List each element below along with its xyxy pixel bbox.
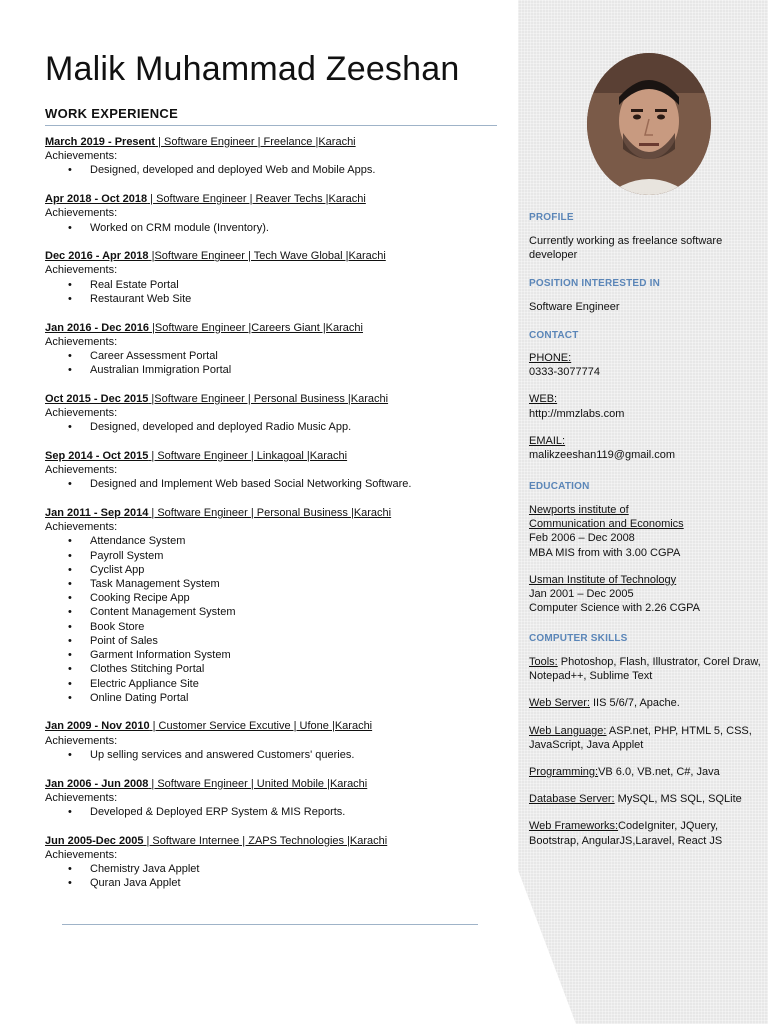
skill-label: Web Server:	[529, 697, 590, 710]
job-entry	[45, 392, 505, 435]
edu-school-line1: Newports institute of	[529, 504, 629, 516]
achievement-item: • Book Store	[90, 620, 505, 634]
skill-label: Database Server:	[529, 793, 615, 806]
job-detail: | Software Engineer | United Mobile |Karachi	[148, 777, 368, 790]
skill-value: MySQL, MS SQL, SQLite	[614, 793, 742, 806]
achievement-item: • Point of Sales	[90, 634, 505, 648]
achievement-item: • Australian Immigration Portal	[90, 363, 505, 377]
skill-value: IIS 5/6/7, Apache.	[589, 697, 680, 710]
achievement-item: • Chemistry Java Applet	[90, 862, 505, 876]
achievements-label: Achievements:	[45, 464, 118, 477]
achievements-label: Achievements:	[45, 734, 118, 747]
job-detail: | Software Engineer | Personal Business |Karachi	[148, 507, 392, 520]
position-heading: POSITION INTERESTED IN	[529, 278, 661, 289]
achievement-item: • Cyclist App	[90, 563, 505, 577]
skill-entry	[529, 819, 765, 847]
job-dates: Jun 2005-Dec 2005	[45, 834, 144, 847]
skill-label: Web Frameworks:	[529, 820, 619, 833]
edu-degree: Computer Science with 2.26 CGPA	[529, 602, 700, 615]
profile-text: Currently working as freelance software developer	[529, 235, 723, 262]
achievement-item: • Electric Appliance Site	[90, 677, 505, 691]
achievement-item: • Worked on CRM module (Inventory).	[90, 221, 505, 235]
achievement-item: • Quran Java Applet	[90, 876, 505, 890]
heading-divider	[45, 125, 497, 126]
job-detail: |Software Engineer | Tech Wave Global |Karachi	[148, 250, 386, 263]
phone-value: 0333-3077774	[529, 366, 600, 379]
footer-divider	[62, 924, 478, 925]
job-entry	[45, 506, 505, 705]
job-dates: Jan 2011 - Sep 2014	[45, 507, 149, 520]
job-entry	[45, 135, 505, 178]
job-detail: | Software Engineer | Reaver Techs |Karachi	[147, 193, 366, 206]
job-detail: | Customer Service Excutive | Ufone |Karachi	[149, 720, 373, 733]
achievement-item: • Real Estate Portal	[90, 278, 505, 292]
skill-label: Tools:	[529, 656, 558, 668]
skill-entry	[529, 792, 765, 806]
candidate-name: Malik Muhammad Zeeshan	[45, 50, 460, 88]
profile-photo	[587, 53, 711, 195]
job-entry	[45, 321, 505, 378]
achievement-item: • Task Management System	[90, 577, 505, 591]
email-link[interactable]: malikzeeshan119@gmail.com	[529, 449, 676, 462]
skill-value: VB 6.0, VB.net, C#, Java	[598, 766, 720, 779]
person-portrait-icon	[587, 53, 711, 195]
skill-value: CodeIgniter, JQuery, Bootstrap, AngularJS,Laravel, React JS	[529, 820, 723, 847]
job-dates: March 2019 - Present	[45, 136, 156, 148]
contact-heading: CONTACT	[529, 330, 579, 341]
achievement-item: • Online Dating Portal	[90, 691, 505, 705]
edu-school: Usman Institute of Technology	[529, 573, 677, 586]
achievements-label: Achievements:	[45, 264, 118, 277]
achievement-item: • Garment Information System	[90, 648, 505, 662]
web-label: WEB:	[529, 393, 558, 406]
phone-label: PHONE:	[529, 352, 572, 364]
job-detail: | Software Internee | ZAPS Technologies |Karachi	[143, 834, 388, 847]
job-entry	[45, 777, 505, 820]
achievements-label: Achievements:	[45, 335, 118, 348]
edu-school-line2: Communication and Economics	[529, 518, 684, 531]
job-dates: Dec 2016 - Apr 2018	[45, 250, 149, 263]
profile-heading: PROFILE	[529, 212, 574, 223]
job-entry	[45, 192, 505, 235]
achievement-item: • Cooking Recipe App	[90, 591, 505, 605]
education-block	[529, 503, 765, 615]
job-entry	[45, 719, 505, 762]
skill-entry	[529, 724, 765, 752]
job-entry	[45, 449, 505, 492]
achievement-item: • Designed, developed and deployed Radio Music App.	[90, 420, 505, 434]
job-dates: Jan 2016 - Dec 2016	[45, 321, 149, 334]
achievement-item: • Content Management System	[90, 605, 505, 619]
job-dates: Oct 2015 - Dec 2015	[45, 392, 149, 405]
achievement-item: • Payroll System	[90, 549, 505, 563]
achievements-label: Achievements:	[45, 848, 118, 861]
skill-entry	[529, 696, 765, 710]
edu-dates: Feb 2006 – Dec 2008	[529, 532, 635, 545]
skill-entry	[529, 655, 765, 683]
education-heading: EDUCATION	[529, 481, 590, 492]
job-detail: | Software Engineer | Freelance |Karachi	[155, 136, 356, 148]
achievement-item: • Developed & Deployed ERP System & MIS Reports.	[90, 805, 505, 819]
skill-label: Programming:	[529, 766, 599, 779]
achievement-item: • Career Assessment Portal	[90, 349, 505, 363]
email-label: EMAIL:	[529, 434, 566, 447]
skill-entry	[529, 765, 765, 779]
edu-dates: Jan 2001 – Dec 2005	[529, 588, 634, 601]
skill-value: ASP.net, PHP, HTML 5, CSS, JavaScript, Java Applet	[529, 724, 752, 751]
achievement-item: • Attendance System	[90, 534, 505, 548]
work-experience-heading: WORK EXPERIENCE	[45, 106, 179, 121]
job-dates: Sep 2014 - Oct 2015	[45, 449, 149, 462]
work-experience-list	[45, 135, 505, 905]
achievement-item: • Designed, developed and deployed Web and Mobile Apps.	[90, 163, 505, 177]
achievements-label: Achievements:	[45, 207, 118, 220]
job-dates: Apr 2018 - Oct 2018	[45, 193, 148, 206]
job-entry	[45, 249, 505, 306]
web-link[interactable]: http://mmzlabs.com	[529, 407, 625, 420]
achievements-label: Achievements:	[45, 150, 118, 163]
achievements-label: Achievements:	[45, 407, 118, 420]
job-entry	[45, 834, 505, 891]
skill-label: Web Language:	[529, 724, 607, 737]
job-detail: | Software Engineer | Linkagoal |Karachi	[148, 449, 348, 462]
job-detail: |Software Engineer |Careers Giant |Karachi	[148, 321, 363, 334]
achievements-label: Achievements:	[45, 791, 118, 804]
job-detail: |Software Engineer | Personal Business |Karachi	[148, 392, 389, 405]
skill-value: Photoshop, Flash, Illustrator, Corel Draw, Notepad++, Sublime Text	[529, 656, 761, 683]
achievement-item: • Designed and Implement Web based Social Networking Software.	[90, 477, 505, 491]
position-text: Software Engineer	[529, 301, 620, 313]
computer-skills-heading: COMPUTER SKILLS	[529, 633, 628, 644]
skills-block	[529, 655, 765, 861]
contact-block	[529, 351, 765, 462]
achievement-item: • Restaurant Web Site	[90, 292, 505, 306]
job-dates: Jan 2009 - Nov 2010	[45, 720, 150, 733]
achievement-item: • Up selling services and answered Customers' queries.	[90, 748, 505, 762]
job-dates: Jan 2006 - Jun 2008	[45, 777, 149, 790]
achievement-item: • Clothes Stitching Portal	[90, 662, 505, 676]
edu-degree: MBA MIS from with 3.00 CGPA	[529, 546, 681, 559]
achievements-label: Achievements:	[45, 521, 118, 534]
